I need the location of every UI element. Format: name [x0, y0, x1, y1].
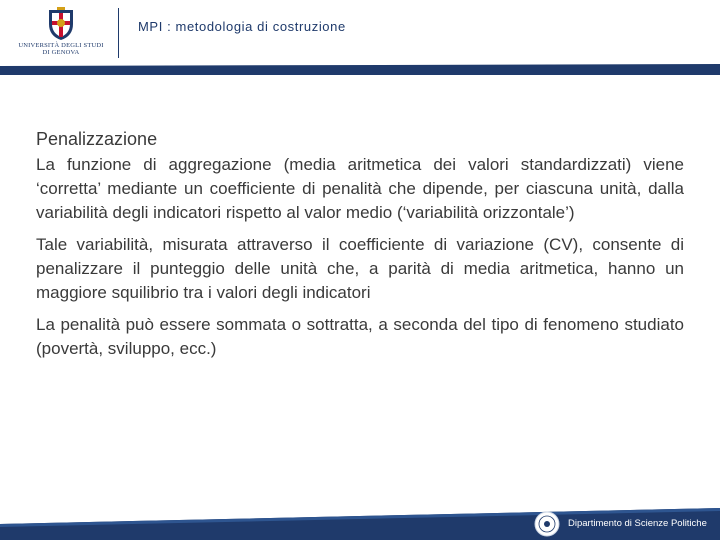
department-name: Dipartimento di Scienze Politiche: [568, 518, 707, 529]
paragraph-2: Tale variabilità, misurata attraverso il coefficiente di variazione (CV), consente di penalizzare il punteggio delle unità che, a parità di media aritmetica, hanno un maggiore squilibrio tra i valori degli indicatori: [36, 235, 684, 302]
logo-text-line-1: UNIVERSITÀ DEGLI STUDI: [18, 42, 104, 49]
university-crest-icon: [41, 6, 81, 42]
section-heading: Penalizzazione: [36, 129, 158, 149]
slide-title: MPI : metodologia di costruzione: [138, 19, 346, 34]
header-band: [0, 64, 720, 75]
paragraph-3: La penalità può essere sommata o sottratta, a seconda del tipo di fenomeno studiato (povertà, sviluppo, ecc.): [36, 315, 684, 358]
slide-body: [36, 128, 684, 369]
header-divider: [118, 8, 119, 58]
logo-text-line-2: DI GENOVA: [42, 49, 80, 56]
university-logo: [8, 6, 114, 62]
department-seal-icon: [534, 511, 560, 537]
paragraph-1: La funzione di aggregazione (media aritmetica dei valori standardizzati) viene ‘corretta’ mediante un coefficiente di penalità che dipende, per ciascuna unità, dalla variabilità degli indicatori rispetto al valor medio (‘variabilità orizzontale’): [36, 155, 684, 222]
